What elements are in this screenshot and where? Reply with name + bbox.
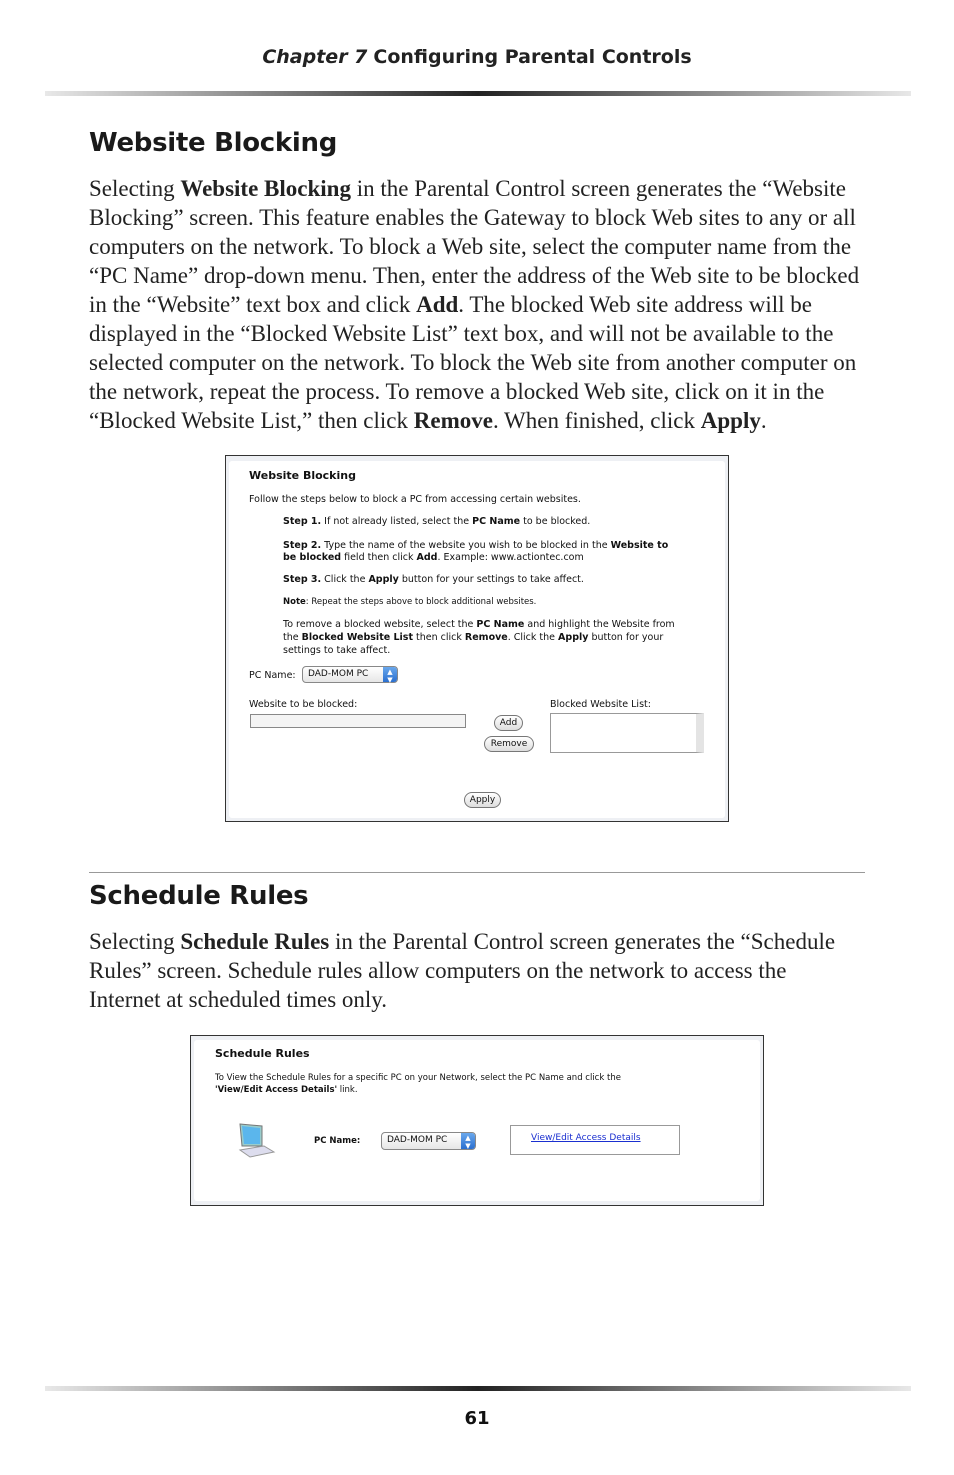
link-box	[510, 1125, 680, 1155]
page-number: 61	[464, 1408, 490, 1429]
note-text: Note: Repeat the steps above to block additional websites.	[283, 597, 537, 607]
remove-button[interactable]: Remove	[484, 736, 534, 752]
apply-button[interactable]: Apply	[464, 792, 501, 808]
chapter-title: Configuring Parental Controls	[373, 46, 692, 68]
step3-text: Step 3. Click the Apply button for your settings to take affect.	[283, 574, 584, 585]
pc-name-label: PC Name:	[314, 1136, 361, 1146]
intro-text-2: 'View/Edit Access Details' link.	[215, 1085, 358, 1095]
header-rule	[45, 91, 911, 96]
chapter-label: Chapter 7	[262, 46, 368, 68]
section-divider	[89, 872, 865, 873]
screenshot-title: Website Blocking	[249, 469, 356, 482]
website-blocking-paragraph: Selecting Website Blocking in the Parental Control screen generates the “Website Blocking” screen. This feature enables the Gateway to block Web sites to any or all computers on the network. To block a Web site, select the computer name from the “PC Name” drop-down menu. Then, enter the address of the Web site to be blocked in the “Website” text box and click Add. The blocked Web site address will be displayed in the “Blocked Website List” text box, and will not be available to the selected computer on the network. To block the Web site from another computer on the network, repeat the process. To remove a blocked Web site, click on it in the “Blocked Website List,” then click Remove. When finished, click Apply.	[89, 176, 860, 433]
remove-instructions: To remove a blocked website, select the PC Name and highlight the Website from the Blocked Website List then click Remove. Click the Apply button for your settings to take affect.	[283, 619, 675, 656]
section-heading-schedule-rules: Schedule Rules	[89, 881, 309, 911]
step2-text: Step 2. Type the name of the website you wish to be blocked in the Website to be blocked field then click Add. Example: www.actiontec.com	[283, 540, 669, 563]
computer-icon	[236, 1122, 278, 1160]
footer-rule	[45, 1386, 911, 1391]
website-input[interactable]	[250, 714, 466, 728]
website-blocking-screenshot	[225, 455, 729, 822]
schedule-rules-screenshot	[190, 1035, 764, 1206]
blocked-list-label: Blocked Website List:	[550, 699, 651, 710]
schedule-rules-paragraph: Selecting Schedule Rules in the Parental Control screen generates the “Schedule Rules” screen. Schedule rules allow computers on the network to access the Internet at scheduled times only.	[89, 929, 836, 1012]
pc-name-select[interactable]: DAD-MOM PC ▲ ▼	[381, 1132, 476, 1150]
step1-text: Step 1. If not already listed, select the PC Name to be blocked.	[283, 516, 591, 527]
chevron-updown-icon: ▲ ▼	[383, 667, 397, 682]
chevron-updown-icon: ▲ ▼	[461, 1133, 475, 1149]
view-edit-access-details-link[interactable]: View/Edit Access Details	[531, 1133, 641, 1143]
blocked-website-listbox[interactable]	[550, 713, 704, 753]
intro-text: To View the Schedule Rules for a specific PC on your Network, select the PC Name and click the	[215, 1073, 621, 1083]
intro-text: Follow the steps below to block a PC from accessing certain websites.	[249, 494, 581, 505]
website-label: Website to be blocked:	[249, 699, 358, 710]
pc-name-select[interactable]: DAD-MOM PC ▲ ▼	[302, 666, 398, 683]
section-heading-website-blocking: Website Blocking	[89, 128, 338, 158]
pc-name-label: PC Name:	[249, 670, 296, 681]
screenshot-title: Schedule Rules	[215, 1047, 310, 1060]
add-button[interactable]: Add	[494, 715, 523, 731]
running-header	[0, 46, 954, 68]
